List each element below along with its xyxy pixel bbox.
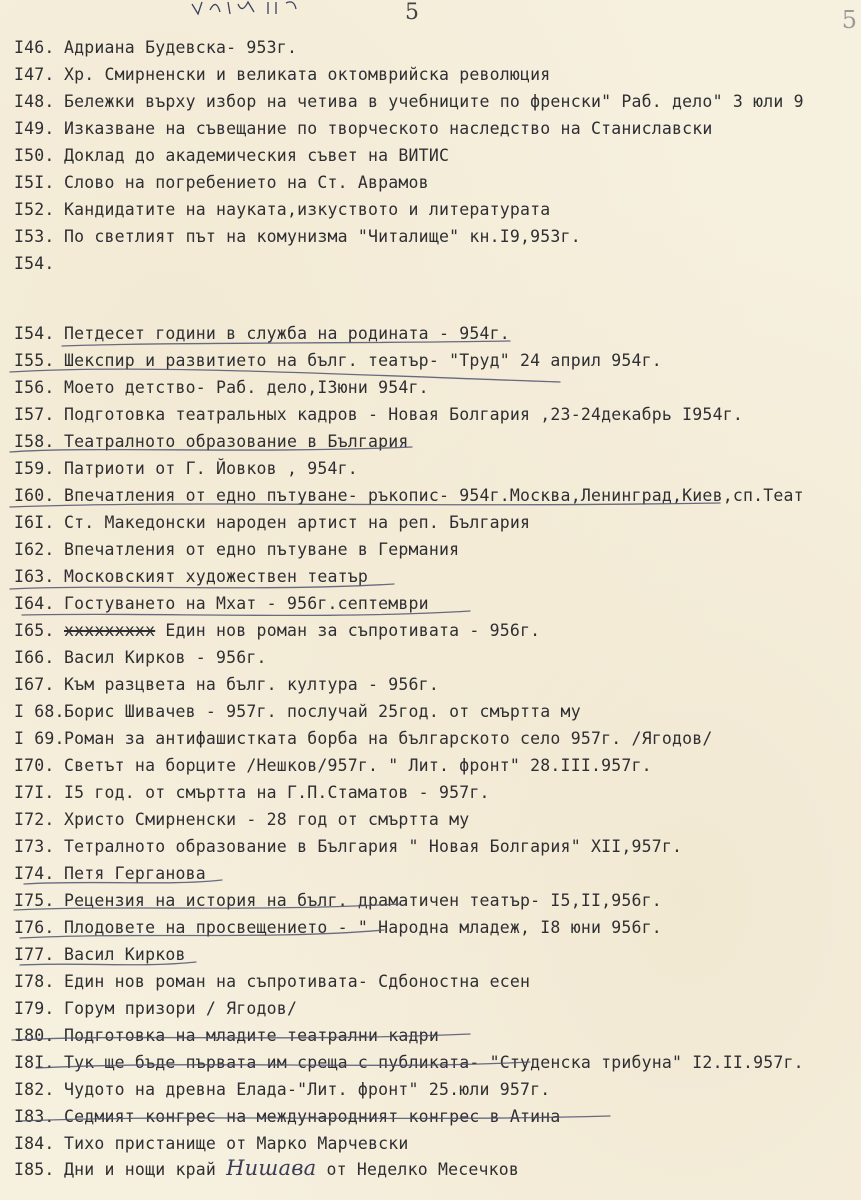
list-item xyxy=(14,1107,561,1127)
list-item xyxy=(14,1158,519,1180)
corner-page-number: 5 xyxy=(841,6,857,34)
item-text: Кандидатите на науката,изкуството и литературата xyxy=(64,200,551,219)
item-number: I82. xyxy=(14,1080,55,1099)
list-item xyxy=(14,405,743,425)
list-item xyxy=(14,146,449,166)
list-item xyxy=(14,567,368,587)
item-number: I67. xyxy=(14,675,55,694)
item-text: Гостуването на Мхат - 956г.септември xyxy=(64,594,429,613)
item-text: Впечатления от едно пътуване- ръкопис- 954г.Москва,Ленинград,Киев,сп.Теат xyxy=(64,486,804,505)
item-text: Христо Смирненски - 28 год от смъртта му xyxy=(64,810,470,829)
list-item xyxy=(14,621,540,641)
item-text: Изказване на съвещание по творческото наследство на Станиславски xyxy=(64,119,713,138)
item-text: Театралното образование в България xyxy=(64,432,409,451)
item-number: I60. xyxy=(14,486,55,505)
item-number: I85. xyxy=(14,1160,55,1179)
list-item xyxy=(14,648,267,668)
list-item xyxy=(14,254,64,274)
item-text: Московският художествен театър xyxy=(64,567,369,586)
list-item xyxy=(14,459,358,479)
item-number: I64. xyxy=(14,594,55,613)
item-text: Подготовка на младите театрални кадри xyxy=(64,1026,439,1045)
list-item xyxy=(14,675,439,695)
item-number: I52. xyxy=(14,200,55,219)
list-item xyxy=(14,594,429,614)
item-text: Ст. Македонски народен артист на реп. България xyxy=(64,513,531,532)
list-item xyxy=(14,1026,439,1046)
item-text: Към разцвета на бълг. култура - 956г. xyxy=(64,675,439,694)
list-item xyxy=(14,1080,550,1100)
list-item xyxy=(14,324,510,344)
list-item xyxy=(14,378,429,398)
item-number: I 68. xyxy=(14,702,65,721)
item-number: I84. xyxy=(14,1134,55,1153)
list-item xyxy=(14,810,469,830)
list-item xyxy=(14,200,550,220)
item-text: Тихо пристанище от Марко Марчевски xyxy=(64,1134,409,1153)
item-text: Дни и нощи край xyxy=(64,1160,227,1179)
struck-text: xxxxxxxxx xyxy=(64,621,156,640)
item-number: I56. xyxy=(14,378,55,397)
item-text-after: от Неделко Месечков xyxy=(316,1160,520,1179)
item-text: Петя Герганова xyxy=(64,864,206,883)
item-text: Слово на погребението на Ст. Аврамов xyxy=(64,173,429,192)
item-number: I47. xyxy=(14,65,55,84)
page-number: 5 xyxy=(405,0,419,25)
list-item xyxy=(14,1053,804,1073)
list-item xyxy=(14,92,804,112)
list-item xyxy=(14,432,409,452)
item-text: Васил Кирков xyxy=(64,945,186,964)
handwritten-scribble xyxy=(190,0,320,20)
item-text: Шекспир и развитието на бълг. театър- "Труд" 24 април 954г. xyxy=(64,351,662,370)
list-item xyxy=(14,783,490,803)
item-number: I50. xyxy=(14,146,55,165)
item-text: Чудото на древна Елада-"Лит. фронт" 25.юли 957г. xyxy=(64,1080,551,1099)
item-number: I80. xyxy=(14,1026,55,1045)
item-text: I5 год. от смъртта на Г.П.Стаматов - 957г. xyxy=(64,783,490,802)
item-text: Подготовка театральных кадров - Новая Болгария ,23-24декабрь I954г. xyxy=(64,405,743,424)
item-text: Един нов роман на съпротивата- Сдбоностна есен xyxy=(64,972,531,991)
list-item xyxy=(14,1134,409,1154)
item-text: Моето детство- Раб. дело,I3юни 954г. xyxy=(64,378,429,397)
list-item xyxy=(14,945,186,965)
list-item xyxy=(14,227,581,247)
handwritten-insertion: Нишава xyxy=(226,1156,317,1180)
list-item xyxy=(14,119,713,139)
list-item xyxy=(14,173,429,193)
list-item xyxy=(14,351,662,371)
list-item xyxy=(14,65,550,85)
item-text: Тетралното образование в България " Новая Болгария" XII,957г. xyxy=(64,837,683,856)
item-number: I49. xyxy=(14,119,55,138)
item-text: Светът на борците /Нешков/957г. " Лит. фронт" 28.III.957г. xyxy=(64,756,652,775)
list-item xyxy=(14,972,530,992)
list-item xyxy=(14,999,297,1019)
item-number: I72. xyxy=(14,810,55,829)
item-text: Борис Шивачев - 957г. послучай 25год. от смъртта му xyxy=(64,702,581,721)
item-text: Един нов роман за съпротивата - 956г. xyxy=(155,621,541,640)
item-number: I57. xyxy=(14,405,55,424)
list-item xyxy=(14,540,459,560)
item-number: I78. xyxy=(14,972,55,991)
item-number: I55. xyxy=(14,351,55,370)
item-text: Адриана Будевска- 953г. xyxy=(64,38,298,57)
item-text: Впечатления от едно пътуване в Германия xyxy=(64,540,460,559)
item-number: I76. xyxy=(14,918,55,937)
item-number: I58. xyxy=(14,432,55,451)
item-text: Бележки върху избор на четива в учебниците по френски" Раб. дело" 3 юли 9 xyxy=(64,92,804,111)
item-text: Рецензия на история на бълг. драматичен театър- I5,II,956г. xyxy=(64,891,662,910)
item-number: I46. xyxy=(14,38,55,57)
list-item xyxy=(14,918,662,938)
list-item xyxy=(14,756,652,776)
item-number: I62. xyxy=(14,540,55,559)
item-text: Хр. Смирненски и великата октомврийска революция xyxy=(64,65,551,84)
item-text: Горум призори / Ягодов/ xyxy=(64,999,298,1018)
item-text: Роман за антифашистката борба на българското село 957г. /Ягодов/ xyxy=(64,729,713,748)
item-number: I6I. xyxy=(14,513,55,532)
item-text: Плодовете на просвещението - " Народна младеж, I8 юни 956г. xyxy=(64,918,662,937)
item-text: Васил Кирков - 956г. xyxy=(64,648,267,667)
list-item xyxy=(14,702,581,722)
item-number: I53. xyxy=(14,227,55,246)
item-number: I74. xyxy=(14,864,55,883)
item-number: I7I. xyxy=(14,783,55,802)
item-number: I8I. xyxy=(14,1053,55,1072)
item-number: I54. xyxy=(14,254,55,273)
item-number: I83. xyxy=(14,1107,55,1126)
list-item xyxy=(14,486,804,506)
item-number: I54. xyxy=(14,324,55,343)
item-text: Седмият конгрес на международният конгрес в Атина xyxy=(64,1107,561,1126)
item-number: I70. xyxy=(14,756,55,775)
list-item xyxy=(14,513,530,533)
item-number: I48. xyxy=(14,92,55,111)
list-item xyxy=(14,864,206,884)
item-text: Патриоти от Г. Йовков , 954г. xyxy=(64,459,358,478)
item-number: I63. xyxy=(14,567,55,586)
item-number: I77. xyxy=(14,945,55,964)
item-text: Тук ще бъде първата им среща с публиката- "Студенска трибуна" I2.II.957г. xyxy=(64,1053,804,1072)
item-number: I66. xyxy=(14,648,55,667)
item-number: I 69. xyxy=(14,729,65,748)
item-number: I59. xyxy=(14,459,55,478)
item-number: I73. xyxy=(14,837,55,856)
item-number: I5I. xyxy=(14,173,55,192)
item-number: I79. xyxy=(14,999,55,1018)
item-number: I65. xyxy=(14,621,55,640)
item-text: Петдесет години в служба на родината - 954г. xyxy=(64,324,510,343)
item-text: Доклад до академическия съвет на ВИТИС xyxy=(64,146,450,165)
list-item xyxy=(14,38,297,58)
list-item xyxy=(14,837,682,857)
item-text: По светлият път на комунизма "Читалище" кн.I9,953г. xyxy=(64,227,581,246)
list-item xyxy=(14,729,713,749)
list-item xyxy=(14,891,662,911)
item-number: I75. xyxy=(14,891,55,910)
